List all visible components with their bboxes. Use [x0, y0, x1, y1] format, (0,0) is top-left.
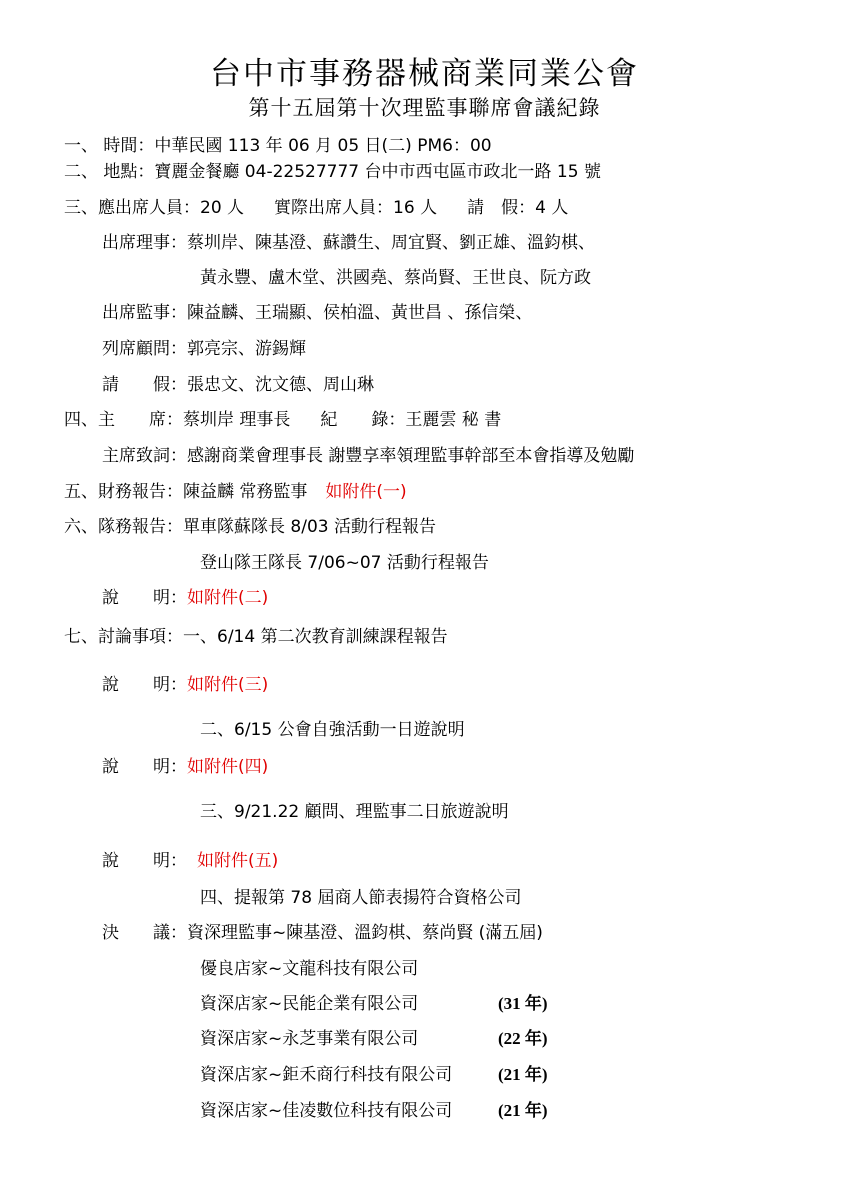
discussion-label: 七、討論事項：: [64, 627, 183, 647]
attendance-actual: 16 人: [393, 198, 438, 218]
resolution-row: [102, 918, 543, 943]
discussion-note-2-label: 說 明：: [102, 757, 187, 777]
attendance-leave-label: 請 假：: [467, 198, 536, 218]
chair-label: 四、主 席：: [64, 410, 183, 430]
meeting-place-row: [64, 157, 601, 182]
directors-list-1: 蔡圳岸、陳基澄、蘇讚生、周宜賢、劉正雄、溫鈞棋、: [187, 233, 595, 253]
directors-label: 出席理事：: [102, 233, 187, 253]
chair-speech-row: [102, 441, 634, 466]
team-row: [64, 512, 436, 537]
award-name: 資深店家~永芝事業有限公司: [200, 1029, 419, 1049]
finance-attachment: 如附件(一): [325, 482, 407, 502]
team-note-attachment: 如附件(二): [187, 588, 269, 608]
team-label: 六、隊務報告：: [64, 517, 183, 537]
document-title: 台中市事務器械商業同業公會: [210, 56, 639, 92]
discussion-item-2: 二、6/15 公會自強活動一日遊說明: [200, 720, 465, 740]
discussion-item-4: 四、提報第 78 屆商人節表揚符合資格公司: [200, 888, 522, 908]
team-line-2: 登山隊王隊長 7/06~07 活動行程報告: [200, 553, 489, 573]
recorder-name: 王麗雲 秘 書: [405, 410, 502, 430]
advisors-list: 郭亮宗、游錫輝: [187, 339, 306, 359]
attendance-actual-label: 實際出席人員：: [274, 198, 394, 218]
discussion-note-2-row: [102, 752, 268, 777]
award-row: [200, 989, 548, 1014]
attendance-leave: 4 人: [535, 198, 569, 218]
award-row: [200, 1096, 548, 1121]
supervisors-list: 陳益麟、王瑞顯、侯柏溫、黃世昌 、孫信榮、: [187, 303, 533, 323]
award-years: (21 年): [498, 1065, 548, 1084]
finance-row: [64, 477, 407, 502]
time-value: 中華民國 113 年 06 月 05 日(二) PM6：00: [154, 136, 492, 156]
discussion-note-1-attachment: 如附件(三): [187, 675, 269, 695]
discussion-item-3: 三、9/21.22 顧問、理監事二日旅遊說明: [200, 802, 509, 822]
absent-list: 張忠文、沈文德、周山琳: [187, 375, 374, 395]
discussion-row: [64, 622, 448, 647]
team-line-1: 單車隊蘇隊長 8/03 活動行程報告: [183, 517, 436, 537]
attendance-row: [64, 193, 568, 218]
discussion-note-1-label: 說 明：: [102, 675, 187, 695]
document-subtitle: 第十五屆第十次理監事聯席會議紀錄: [248, 96, 601, 120]
chair-name: 蔡圳岸 理事長: [183, 410, 291, 430]
award-years: (22 年): [498, 1029, 548, 1048]
place-label: 二、 地點：: [64, 162, 155, 182]
advisors-label: 列席顧問：: [102, 339, 187, 359]
discussion-note-3-label: 說 明：: [102, 851, 187, 871]
award-row: [200, 1024, 548, 1049]
finance-value: 陳益麟 常務監事: [183, 482, 308, 502]
speech-text: 感謝商業會理事長 謝豐享率領理監事幹部至本會指導及勉勵: [187, 446, 635, 466]
award-name: 資深店家~佳凌數位科技有限公司: [200, 1101, 453, 1121]
discussion-item-1: 一、6/14 第二次教育訓練課程報告: [183, 627, 448, 647]
discussion-note-3-attachment: 如附件(五): [197, 851, 279, 871]
discussion-note-1-row: [102, 670, 268, 695]
recorder-label: 紀 錄：: [320, 410, 406, 430]
advisors-row: [102, 334, 306, 359]
resolution-line-1: 資深理監事~陳基澄、溫鈞棋、蔡尚賢 (滿五屆): [187, 923, 543, 943]
supervisors-label: 出席監事：: [102, 303, 187, 323]
attendance-label: 三、應出席人員：: [64, 198, 200, 218]
absent-row: [102, 370, 374, 395]
place-value: 寶麗金餐廳 04-22527777 台中市西屯區市政北一路 15 號: [154, 162, 601, 182]
time-label: 一、 時間：: [64, 136, 155, 156]
team-note-row: [102, 583, 268, 608]
award-years: (31 年): [498, 994, 548, 1013]
directors-list-2: 黃永豐、盧木堂、洪國堯、蔡尚賢、王世良、阮方政: [200, 268, 591, 288]
team-note-label: 說 明：: [102, 588, 187, 608]
meeting-time-row: [64, 131, 492, 156]
finance-label: 五、財務報告：: [64, 482, 183, 502]
speech-label: 主席致詞：: [102, 446, 187, 466]
discussion-note-2-attachment: 如附件(四): [187, 757, 269, 777]
resolution-label: 決 議：: [102, 923, 187, 943]
award-name: 資深店家~鉅禾商行科技有限公司: [200, 1065, 453, 1085]
award-name: 資深店家~民能企業有限公司: [200, 994, 419, 1014]
award-years: (21 年): [498, 1101, 548, 1120]
supervisors-row: [102, 298, 532, 323]
absent-label: 請 假：: [102, 375, 187, 395]
attendance-expected: 20 人: [200, 198, 245, 218]
resolution-line-2: 優良店家~文龍科技有限公司: [200, 959, 419, 979]
discussion-note-3-row: [102, 846, 278, 871]
award-row: [200, 1060, 548, 1085]
chair-row: [64, 405, 501, 430]
directors-row: [102, 228, 595, 253]
